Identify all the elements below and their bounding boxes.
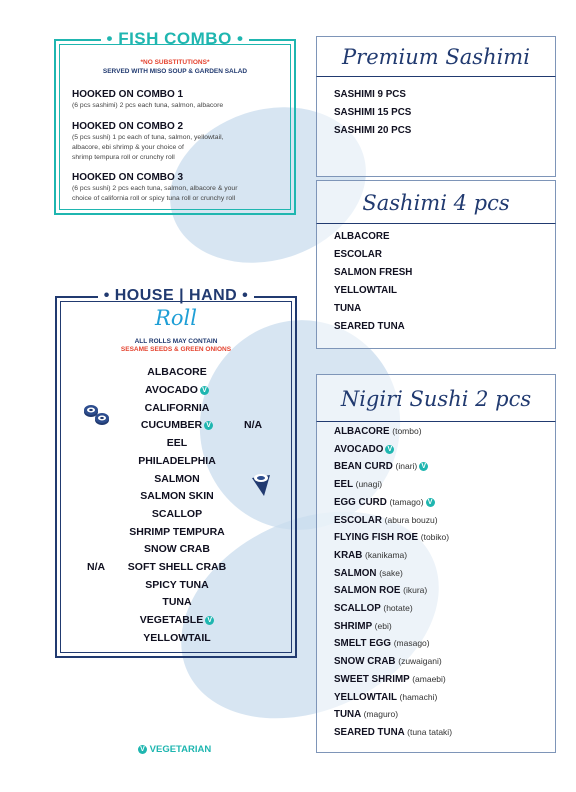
served-with-note: SERVED WITH MISO SOUP & GARDEN SALAD (102, 68, 248, 75)
roll-item: SOFT SHELL CRAB (127, 561, 227, 573)
roll-item: SPICY TUNA (145, 579, 209, 591)
na-label-house: N/A (87, 561, 106, 573)
menu-item: TUNA (334, 303, 362, 314)
vegetarian-icon: V (204, 421, 213, 430)
roll-item: AVOCADO V (57, 384, 297, 396)
nigiri-item: EGG CURD (tamago) V (334, 497, 435, 508)
vegetarian-icon: V (385, 445, 394, 454)
combo-item: HOOKED ON COMBO 1 (6 pcs sashimi) 2 pcs each tuna, salmon, albacore (72, 89, 224, 109)
fish-combo-box (54, 29, 296, 215)
nigiri-item: SWEET SHRIMP (amaebi) (334, 673, 446, 685)
premium-sashimi-panel (316, 36, 556, 176)
nigiri-item: SCALLOP (hotate) (334, 603, 413, 614)
vegetarian-icon: V (138, 745, 147, 754)
sashimi-4-panel (316, 180, 556, 348)
nigiri-item: ALBACORE (tombo) (334, 426, 422, 437)
vegetarian-legend (136, 744, 211, 755)
nigiri-item: ESCOLAR (abura bouzu) (334, 514, 438, 526)
roll-item: SNOW CRAB (144, 543, 210, 555)
rolls-contain-note: ALL ROLLS MAY CONTAIN (134, 338, 218, 345)
nigiri-item: TUNA (maguro) (334, 709, 399, 721)
na-label-hand: N/A (244, 419, 263, 431)
nigiri-item: SALMON ROE (ikura) (334, 585, 428, 597)
menu-item: SASHIMI 9 PCS (334, 89, 406, 100)
vegetarian-icon: V (205, 616, 214, 625)
nigiri-item: SALMON (sake) (334, 567, 403, 579)
vegetarian-icon: V (419, 462, 428, 471)
nigiri-item: SNOW CRAB (zuwaigani) (334, 656, 442, 668)
roll-item: ALBACORE (147, 366, 207, 378)
menu-item: SALMON FRESH (334, 267, 413, 278)
nigiri-item: YELLOWTAIL (hamachi) (334, 691, 438, 703)
sushi-roll-icon (83, 402, 111, 428)
roll-item: SALMON SKIN (140, 490, 214, 502)
menu-item: ESCOLAR (334, 249, 382, 260)
menu-item: ALBACORE (334, 231, 390, 242)
nigiri-item: FLYING FISH ROE (tobiko) (334, 532, 450, 544)
roll-item: PHILADELPHIA (138, 455, 216, 467)
roll-item: SHRIMP TEMPURA (129, 526, 225, 538)
roll-item: VEGETABLE V (57, 614, 297, 626)
nigiri-item: SHRIMP (ebi) (334, 620, 392, 632)
premium-sashimi-title: Premium Sashimi (316, 36, 556, 77)
sashimi-4-title: Sashimi 4 pcs (316, 180, 556, 224)
vegetarian-label: VEGETARIAN (149, 744, 212, 755)
roll-item: CALIFORNIA (144, 402, 210, 414)
nigiri-item: SEARED TUNA (tuna tataki) (334, 726, 453, 738)
nigiri-item: AVOCADO V (334, 444, 394, 455)
sesame-note: SESAME SEEDS & GREEN ONIONS (120, 346, 232, 353)
nigiri-title: Nigiri Sushi 2 pcs (316, 374, 556, 422)
menu-item: SASHIMI 15 PCS (334, 107, 412, 118)
nigiri-item: KRAB (kanikama) (334, 549, 408, 561)
menu-item: YELLOWTAIL (334, 285, 397, 296)
vegetarian-icon: V (200, 386, 209, 395)
roll-item: YELLOWTAIL (143, 632, 211, 644)
nigiri-panel (316, 374, 556, 752)
roll-item: EEL (166, 437, 188, 449)
roll-item: TUNA (162, 596, 192, 608)
nigiri-item: EEL (unagi) (334, 479, 383, 491)
vegetarian-icon: V (426, 498, 435, 507)
house-hand-roll-box (55, 287, 297, 658)
hand-roll-icon (250, 472, 272, 498)
combo-item: HOOKED ON COMBO 2 (5 pcs sushi) 1 pc each of tuna, salmon, yellowtail, albacore, ebi shrimp & your choice of shrimp tempura roll or crunchy roll (72, 121, 224, 161)
roll-item: SALMON (154, 473, 200, 485)
menu-item: SEARED TUNA (334, 321, 405, 332)
fish-combo-title: • FISH COMBO • (101, 29, 250, 48)
nigiri-item: BEAN CURD (inari) V (334, 461, 428, 472)
nigiri-item: SMELT EGG (masago) (334, 638, 430, 650)
roll-subtitle: Roll (155, 306, 197, 330)
menu-item: SASHIMI 20 PCS (334, 125, 412, 136)
no-substitutions-note: *NO SUBSTITUTIONS* (140, 59, 210, 66)
roll-item: SCALLOP (151, 508, 203, 520)
roll-item: CUCUMBER V (57, 419, 297, 431)
combo-item: HOOKED ON COMBO 3 (6 pcs sushi) 2 pcs each tuna, salmon, albacore & your choice of california roll or spicy tuna roll or crunchy roll (72, 172, 238, 202)
house-hand-title: • HOUSE | HAND • (98, 287, 255, 304)
